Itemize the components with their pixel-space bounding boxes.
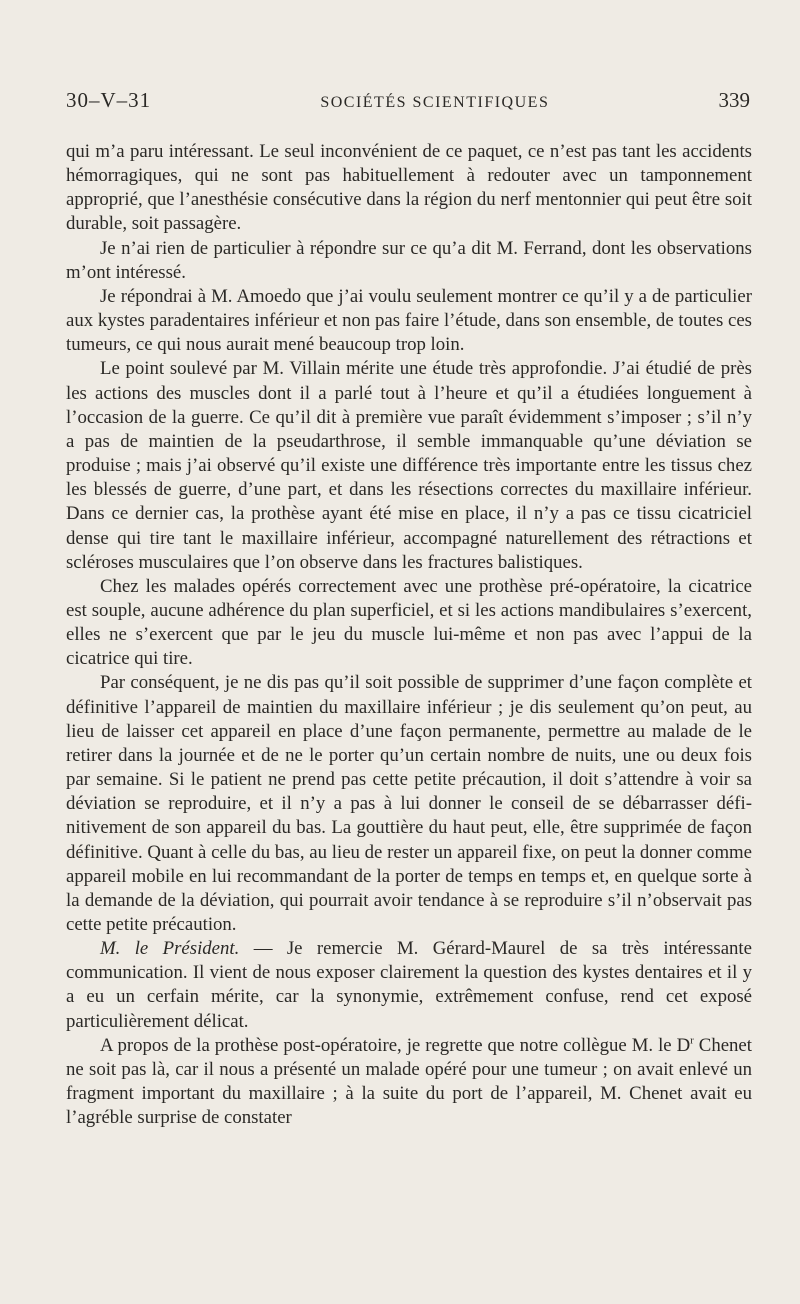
body-text: [66, 140, 752, 1130]
prothese-text-start: A propos de la prothèse post-opératoire, je regrette que notre collègue M. le D: [100, 1034, 691, 1056]
paragraph-villain-reply: Le point soulevé par M. Villain mérite une étude très approfondie. J’ai étudié de près les actions des muscles dont il a parlé tout à l’heure et qu’il a étudiées longuement à l’occasion de la guerre. Ce qu’il dit à première vue paraît évidemment s’imposer ; s’il n’y a pas de maintien de la pseudarthrose, il semble immanquable qu’une déviation se produise ; mais j’ai observé qu’il existe une différence très importante entre les tissus chez les blessés de guerre, d’une part, et dans les résections correctes du maxillaire inférieur. Dans ce dernier cas, la prothèse ayant été mise en place, il n’y a pas ce tissu cicatriciel dense qui tire tant le maxillaire inférieur, accompagné naturellement des rétractions et scléroses musculaires que l’on observe dans les fractures balistiques.: [66, 358, 752, 573]
paragraph-malades-operes: Chez les malades opérés correctement avec une prothèse pré-opératoire, la cicatrice est souple, aucune adhérence du plan superficiel, et si les actions mandibulaires s’exercent, elles ne s’exercent que par le jeu du muscle lui-même et non pas avec l’appui de la cicatrice qui tire.: [66, 575, 752, 670]
header-date: 30–V–31: [66, 88, 152, 112]
paragraph-president: [66, 937, 752, 1034]
paragraph-amoedo-reply: Je répondrai à M. Amoedo que j’ai voulu seulement montrer ce qu’il y a de particulier aux kystes paradentaires inférieur et non pas faire l’étude, dans son ensemble, de toutes ces tumeurs, ce qui nous aurait mené beaucoup trop loin.: [66, 285, 752, 356]
running-head: [66, 88, 750, 118]
paragraph-ferrand-reply: Je n’ai rien de particulier à répondre sur ce qu’a dit M. Ferrand, dont les observations m’ont intéressé.: [66, 237, 752, 283]
paragraph-par-consequent: Par conséquent, je ne dis pas qu’il soit possible de supprimer d’une façon complète et définitive l’appareil de maintien du maxillaire inférieur ; je dis seulement qu’on peut, au lieu de laisser cet appareil en place d’une façon permanente, permettre au malade de le retirer dans la journée et de ne le porter qu’un certain nombre de nuits, une ou deux fois par semaine. Si le patient ne prend pas cette petite précaution, il doit s’attendre à voir sa déviation se reproduire, et il n’y a pas à lui donner le conseil de se débarrasser définitivement de son appareil du bas. La gouttière du haut peut, elle, être supprimée de façon définitive. Quant à celle du bas, au lieu de rester un appareil fixe, on peut la donner comme appareil mobile en lui recommandant de la porter de temps en temps et, en quelque sorte à la demande de la déviation, qui pourrait avoir tendance à se reproduire s’il n’observait pas cette petite précaution.: [66, 672, 752, 935]
prothese-text-end: Chenet ne soit pas là, car il nous a présenté un malade opéré pour une tumeur ; on avait enlevé un fragment important du maxillaire ; à la suite du port de l’appareil, M. Chenet avait eu l’agréble surprise de constater: [66, 1034, 752, 1129]
paragraph-continuation: qui m’a paru intéressant. Le seul inconvénient de ce paquet, ce n’est pas tant les accidents hémorragiques, qui ne sont pas habituellement à redouter avec un tamponnement approprié, que l’anesthésie consécutive dans la région du nerf mentonnier qui peut être soit durable, soit passagère.: [66, 141, 752, 235]
paragraph-prothese: [66, 1034, 752, 1131]
president-remarks: — Je remercie M. Gérard-Maurel de sa très intéressante communication. Il vient de nous exposer clairement la question des kystes dentaires et il y a eu un cerfain mérite, car la synonymie, extrêmement confuse, rend cet exposé particulièrement délicat.: [66, 938, 752, 1032]
header-title: SOCIÉTÉS SCIENTIFIQUES: [320, 94, 550, 111]
page-number: 339: [718, 88, 750, 112]
speaker-label: M. le Président.: [100, 938, 240, 960]
doctor-superscript: r: [690, 1034, 694, 1047]
